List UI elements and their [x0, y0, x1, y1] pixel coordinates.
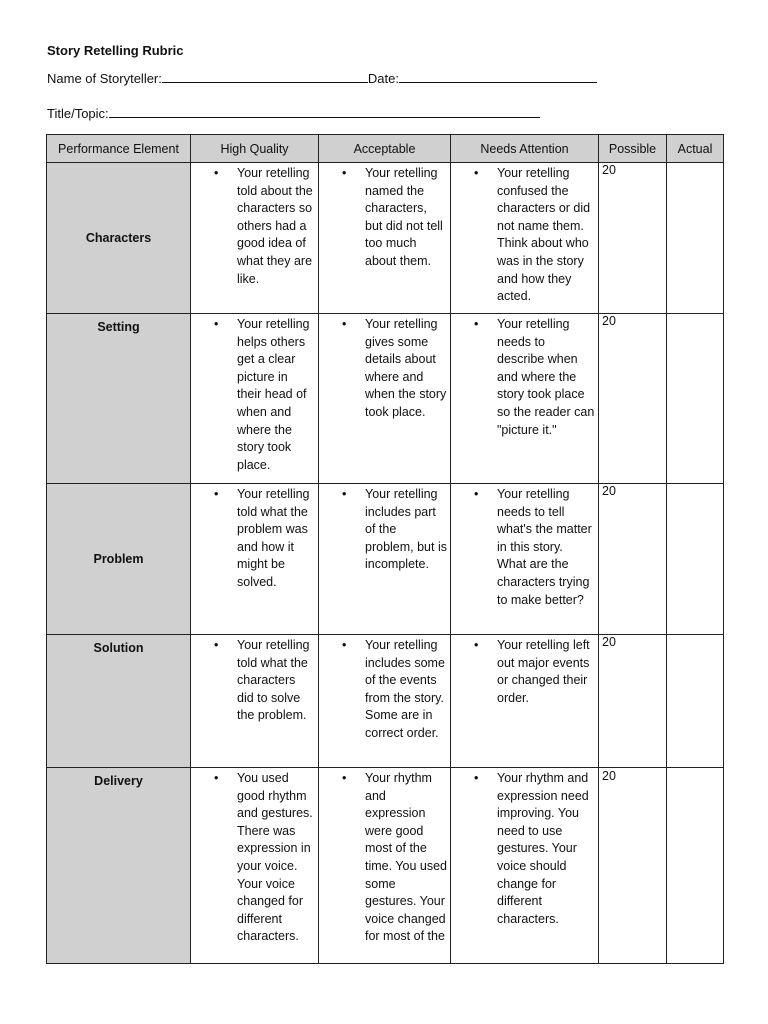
- table-row: [47, 314, 724, 484]
- acceptable-cell: [319, 635, 451, 768]
- element-setting: Setting: [47, 314, 191, 484]
- actual-points-field[interactable]: [667, 768, 724, 964]
- high-quality-cell: [191, 314, 319, 484]
- table-row: [47, 768, 724, 964]
- possible-points: 20: [599, 163, 667, 314]
- acceptable-cell: [319, 163, 451, 314]
- high-quality-cell: [191, 768, 319, 964]
- storyteller-date-line: [47, 71, 597, 86]
- criteria-text: • Your retelling includes some of the events from the story. Some are in correct order.: [319, 637, 447, 743]
- possible-points: 20: [599, 768, 667, 964]
- header-possible: Possible: [599, 135, 667, 163]
- storyteller-blank[interactable]: [162, 71, 368, 83]
- storyteller-label: Name of Storyteller:: [47, 71, 162, 86]
- document-title: Story Retelling Rubric: [47, 43, 184, 58]
- criteria-text: • Your retelling gives some details about where and when the story took place.: [319, 316, 447, 422]
- element-delivery: Delivery: [47, 768, 191, 964]
- table-row: [47, 635, 724, 768]
- criteria-text: • Your retelling helps others get a clear picture in their head of when and where the story took place.: [191, 316, 315, 474]
- needs-attention-cell: [451, 768, 599, 964]
- header-acceptable: Acceptable: [319, 135, 451, 163]
- criteria-text: • Your retelling needs to describe when and where the story took place so the reader can "picture it.": [451, 316, 595, 439]
- topic-blank[interactable]: [109, 106, 540, 118]
- criteria-text: • Your retelling told what the problem was and how it might be solved.: [191, 486, 315, 592]
- actual-points-field[interactable]: [667, 163, 724, 314]
- possible-points: 20: [599, 635, 667, 768]
- element-characters: Characters: [47, 163, 191, 314]
- criteria-text: • You used good rhythm and gestures. There was expression in your voice. Your voice changed for different characters.: [191, 770, 315, 946]
- criteria-text: • Your retelling told about the characters so others had a good idea of what they are like.: [191, 165, 315, 288]
- criteria-text: • Your retelling needs to tell what's the matter in this story. What are the characters trying to make better?: [451, 486, 595, 609]
- high-quality-cell: [191, 163, 319, 314]
- high-quality-cell: [191, 635, 319, 768]
- criteria-text: • Your retelling named the characters, but did not tell too much about them.: [319, 165, 447, 271]
- header-needs-attention: Needs Attention: [451, 135, 599, 163]
- header-performance-element: Performance Element: [47, 135, 191, 163]
- criteria-text: • Your rhythm and expression need improving. You need to use gestures. Your voice should change for different characters.: [451, 770, 595, 928]
- date-blank[interactable]: [399, 71, 597, 83]
- actual-points-field[interactable]: [667, 635, 724, 768]
- needs-attention-cell: [451, 163, 599, 314]
- needs-attention-cell: [451, 635, 599, 768]
- table-row: [47, 484, 724, 635]
- possible-points: 20: [599, 314, 667, 484]
- header-high-quality: High Quality: [191, 135, 319, 163]
- topic-label: Title/Topic:: [47, 106, 109, 121]
- possible-points: 20: [599, 484, 667, 635]
- criteria-text: • Your retelling told what the characters did to solve the problem.: [191, 637, 315, 725]
- acceptable-cell: [319, 484, 451, 635]
- element-solution: Solution: [47, 635, 191, 768]
- needs-attention-cell: [451, 314, 599, 484]
- criteria-text: • Your retelling confused the characters or did not name them. Think about who was in the story and how they acted.: [451, 165, 595, 306]
- element-problem: Problem: [47, 484, 191, 635]
- needs-attention-cell: [451, 484, 599, 635]
- actual-points-field[interactable]: [667, 484, 724, 635]
- header-actual: Actual: [667, 135, 724, 163]
- criteria-text: • Your retelling includes part of the problem, but is incomplete.: [319, 486, 447, 574]
- header-row: [47, 135, 724, 163]
- topic-line: [47, 106, 540, 121]
- rubric-table: [46, 134, 724, 964]
- table-row: [47, 163, 724, 314]
- high-quality-cell: [191, 484, 319, 635]
- acceptable-cell: [319, 768, 451, 964]
- acceptable-cell: [319, 314, 451, 484]
- criteria-text: • Your rhythm and expression were good most of the time. You used some gestures. Your voice changed for most of the: [319, 770, 447, 946]
- date-label: Date:: [367, 71, 399, 86]
- criteria-text: • Your retelling left out major events or changed their order.: [451, 637, 595, 707]
- actual-points-field[interactable]: [667, 314, 724, 484]
